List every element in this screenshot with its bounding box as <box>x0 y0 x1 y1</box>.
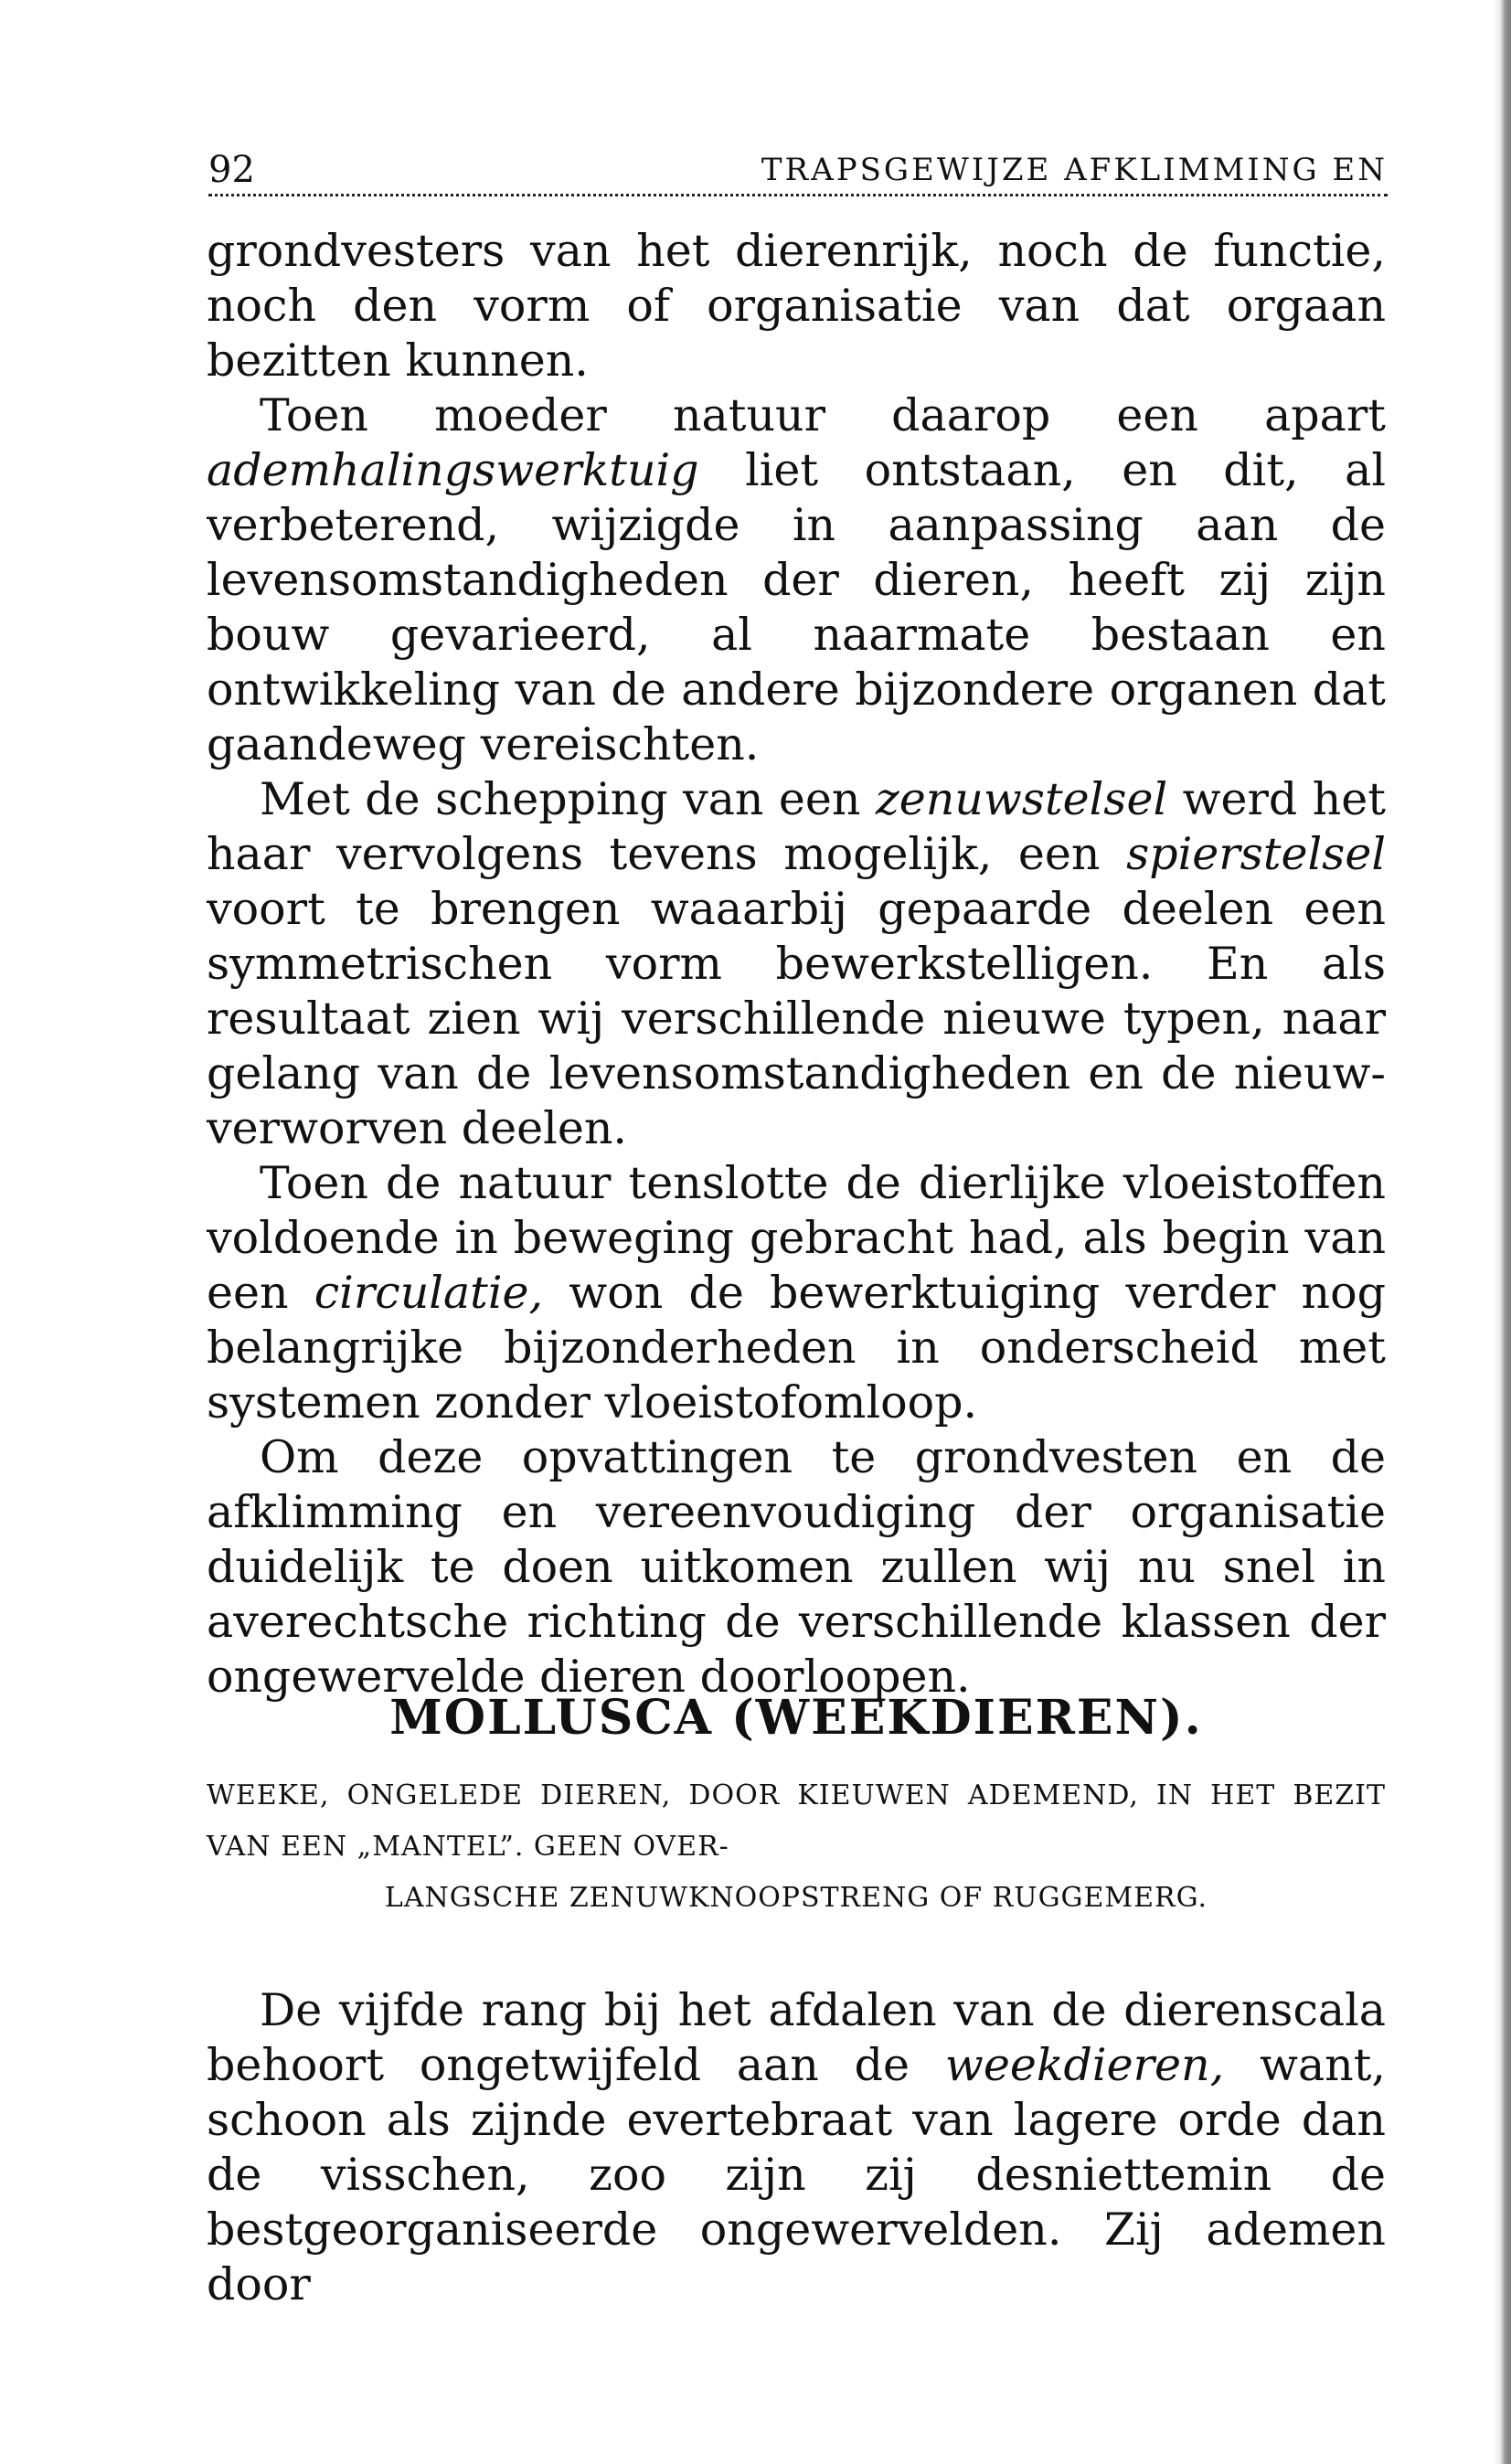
emphasized-term: circulatie, <box>314 1267 544 1319</box>
paragraph <box>207 224 1386 388</box>
paragraph-text: liet ontstaan, en dit, al verbeterend, wijzigde in aanpassing aan de levensomstandigheden der dieren, heeft zij zijn bouw gevarieerd, al naarmate bestaan en ontwikkeling van de andere bijzondere organen dat gaandeweg vereischten. <box>207 444 1386 770</box>
section-title: MOLLUSCA (WEEKDIEREN). <box>389 1690 1203 1746</box>
paragraph-text: grondvesters van het dierenrijk, noch de functie, noch den vorm of organisatie van dat orgaan bezitten kunnen. <box>207 225 1386 387</box>
section-subtitle-last-line: LANGSCHE ZENUWKNOOPSTRENG OF RUGGEMERG. <box>384 1882 1208 1914</box>
paragraph-text: werd het haar vervolgens tevens mogelijk, een <box>207 773 1386 880</box>
paragraph <box>207 388 1386 772</box>
emphasized-term: spierstelsel <box>1126 828 1386 880</box>
paragraph <box>207 1430 1386 1705</box>
paragraph <box>207 772 1386 1156</box>
page-header <box>208 146 1388 196</box>
emphasized-term: weekdieren, <box>944 2039 1225 2091</box>
paragraph-text: De vijfde rang bij het afdalen van de dierenscala behoort ongetwijfeld aan de <box>207 1984 1386 2091</box>
section-body-text <box>207 1983 1386 2312</box>
paragraph-text: Toen de natuur tenslotte de dierlijke vloeistoffen voldoende in beweging gebracht had, als begin van een <box>207 1157 1386 1319</box>
section-subtitle <box>207 1770 1386 1924</box>
paragraph-text: voort te brengen waaarbij gepaarde deelen een symmetrischen vorm bewerkstelligen. En als resultaat zien wij verschillende nieuwe typen, naar gelang van de levensomstandigheden en de nieuw-verworven deelen. <box>207 883 1386 1154</box>
scan-edge-shadow <box>1493 0 1511 2464</box>
paragraph <box>207 1156 1386 1430</box>
paragraph-text: won de bewerktuiging verder nog belangrijke bijzonderheden in onderscheid met systemen zonder vloeistofomloop. <box>207 1267 1386 1428</box>
paragraph <box>207 1983 1386 2312</box>
body-text <box>207 224 1386 1705</box>
paragraph-text: Met de schepping van een <box>260 773 876 825</box>
paragraph-text: Toen moeder natuur daarop een apart <box>260 389 1386 441</box>
section-heading-block <box>207 1686 1386 1924</box>
emphasized-term: zenuwstelsel <box>875 773 1168 825</box>
running-head: TRAPSGEWIJZE AFKLIMMING EN <box>761 152 1388 188</box>
paragraph-text: Om deze opvattingen te grondvesten en de afklimming en vereenvoudiging der organisatie duidelijk te doen uitkomen zullen wij nu snel in averechtsche richting de verschillende klassen der ongewervelde dieren doorloopen. <box>207 1431 1386 1703</box>
emphasized-term: ademhalingswerktuig <box>207 444 699 496</box>
section-subtitle-text: WEEKE, ONGELEDE DIEREN, DOOR KIEUWEN ADEMEND, IN HET BEZIT VAN EEN „MANTEL”. GEEN OVER- <box>207 1779 1386 1863</box>
paragraph-text: want, schoon als zijnde evertebraat van lagere orde dan de visschen, zoo zijn zij desniettemin de bestgeorganiseerde ongewervelden. Zij ademen door <box>207 2039 1386 2310</box>
page-number: 92 <box>208 149 255 191</box>
